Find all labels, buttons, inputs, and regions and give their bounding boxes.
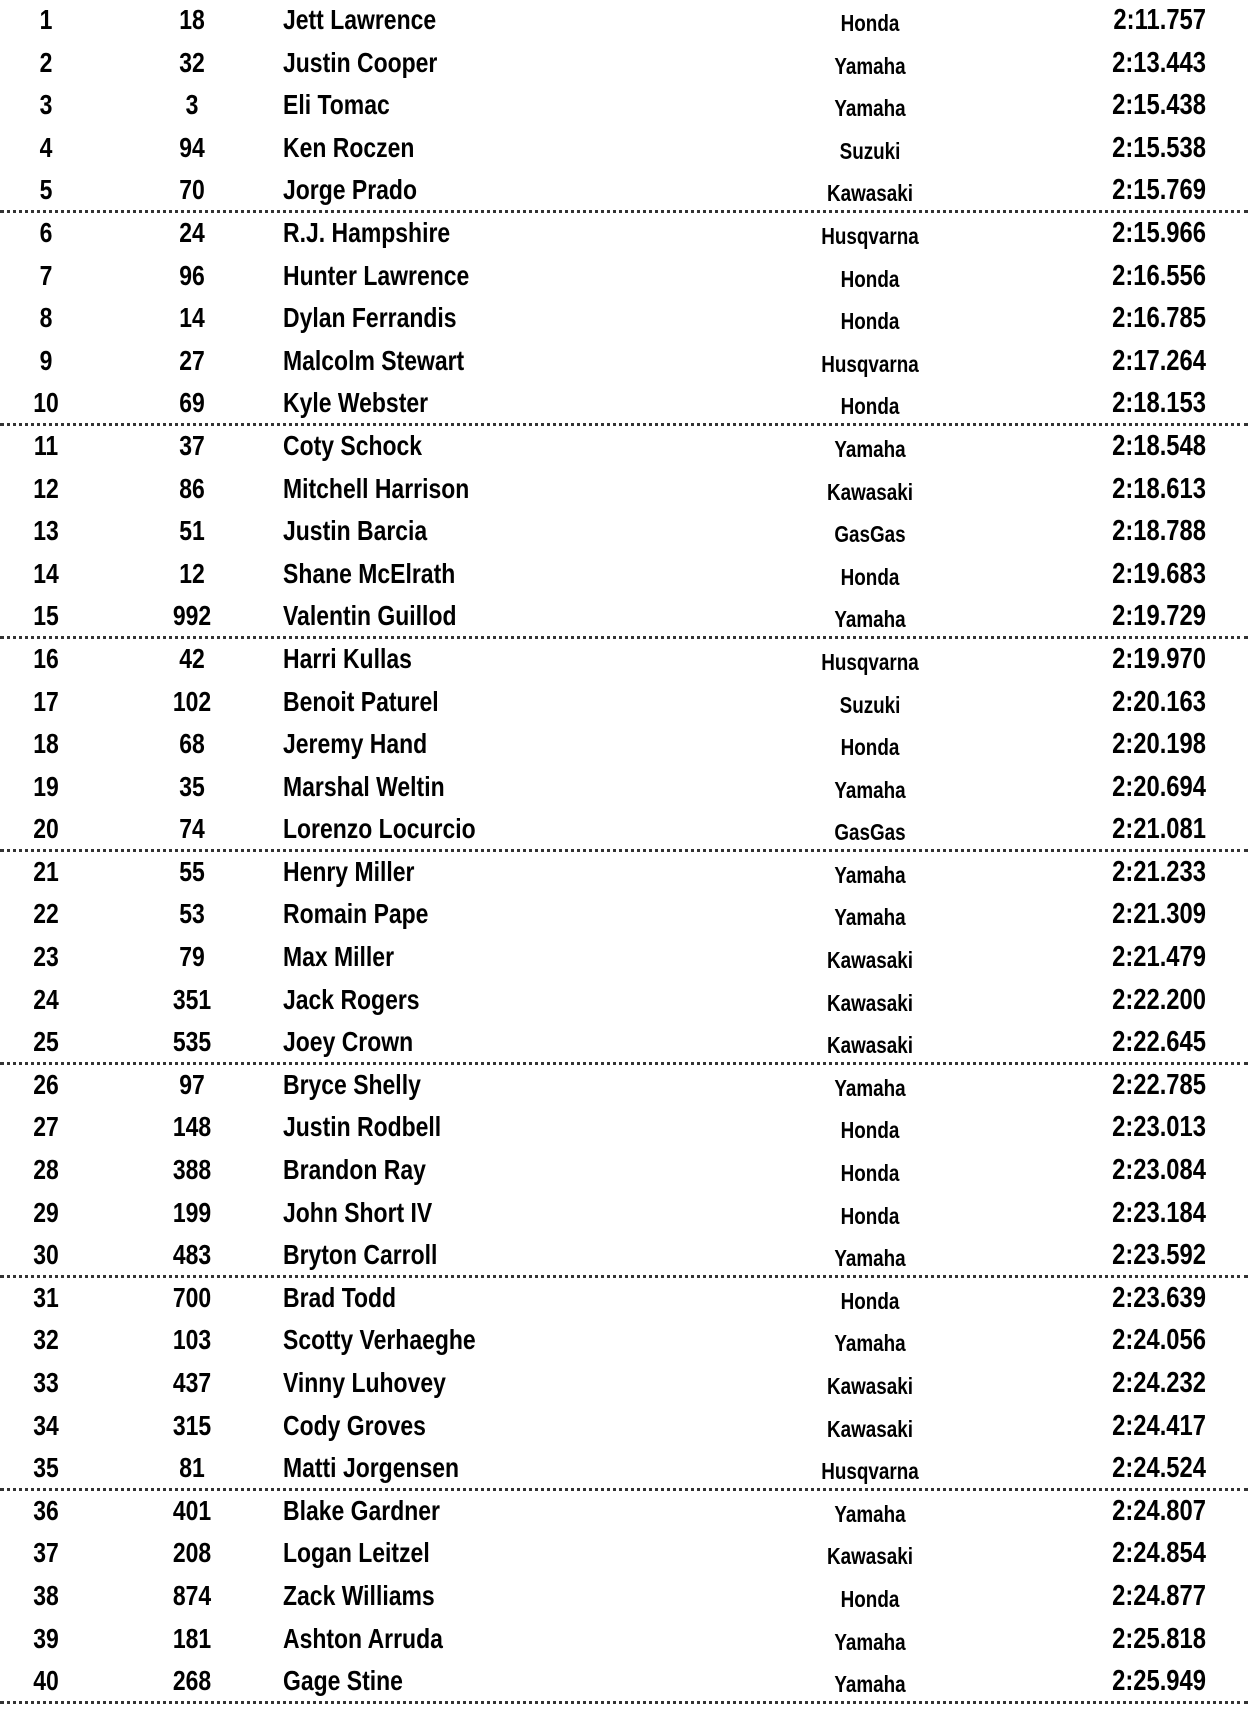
position-cell: 22 (33, 898, 59, 930)
lap-time-cell: 2:13.443 (1112, 46, 1206, 79)
bike-make-cell: Suzuki (839, 137, 901, 164)
position-cell: 19 (33, 770, 59, 802)
rider-name-cell: Mitchell Harrison (283, 472, 470, 504)
bike-make-cell: Yamaha (834, 435, 906, 462)
position-cell: 11 (33, 429, 59, 461)
position-cell: 17 (33, 685, 59, 717)
rider-number-cell: 535 (172, 1026, 212, 1058)
lap-time-cell: 2:21.309 (1112, 898, 1206, 931)
table-row (0, 1363, 1248, 1406)
lap-time-cell: 2:21.233 (1112, 855, 1206, 888)
position-cell: 10 (33, 387, 59, 419)
position-cell: 20 (33, 813, 59, 845)
position-cell: 14 (33, 557, 59, 589)
bike-make-cell: Honda (840, 1160, 900, 1187)
bike-make-cell: Honda (840, 1117, 900, 1144)
rider-number-cell: 3 (185, 89, 199, 121)
position-cell: 1 (39, 4, 53, 35)
lap-time-cell: 2:15.438 (1112, 89, 1206, 122)
lap-time-cell: 2:24.877 (1112, 1579, 1206, 1612)
bike-make-cell: Husqvarna (821, 222, 919, 249)
bike-make-cell: Yamaha (834, 52, 906, 79)
table-row (0, 767, 1248, 810)
rider-number-cell: 70 (179, 174, 205, 206)
position-cell: 2 (39, 46, 53, 78)
rider-number-cell: 32 (179, 46, 205, 78)
position-cell: 36 (33, 1494, 59, 1526)
table-row (0, 85, 1248, 128)
position-cell: 40 (33, 1665, 59, 1697)
lap-time-cell: 2:20.198 (1112, 728, 1206, 761)
table-row (0, 1576, 1248, 1619)
table-row (0, 1150, 1248, 1193)
rider-name-cell: Valentin Guillod (283, 600, 457, 632)
position-cell: 26 (33, 1068, 59, 1100)
table-row (0, 469, 1248, 512)
rider-number-cell: 874 (172, 1579, 212, 1611)
position-cell: 15 (33, 600, 59, 632)
position-cell: 4 (39, 131, 53, 163)
rider-name-cell: Bryton Carroll (283, 1239, 438, 1271)
position-cell: 18 (33, 728, 59, 760)
rider-number-cell: 53 (179, 898, 205, 930)
bike-make-cell: Honda (840, 1287, 900, 1314)
position-cell: 33 (33, 1367, 59, 1398)
rider-number-cell: 315 (172, 1409, 212, 1441)
table-row (0, 809, 1248, 852)
rider-number-cell: 268 (172, 1665, 212, 1697)
rider-name-cell: Jorge Prado (283, 174, 417, 206)
rider-name-cell: Kyle Webster (283, 387, 429, 419)
rider-number-cell: 42 (179, 642, 205, 674)
bike-make-cell: Honda (840, 393, 900, 420)
table-row (0, 1661, 1248, 1704)
lap-time-cell: 2:22.645 (1112, 1026, 1206, 1059)
rider-name-cell: Cody Groves (283, 1409, 426, 1441)
table-row (0, 383, 1248, 426)
rider-name-cell: Blake Gardner (283, 1494, 440, 1526)
position-cell: 13 (33, 515, 59, 547)
position-cell: 28 (33, 1154, 59, 1186)
lap-time-cell: 2:24.232 (1112, 1367, 1206, 1399)
lap-time-cell: 2:23.184 (1112, 1196, 1206, 1229)
position-cell: 7 (39, 259, 53, 291)
rider-name-cell: Benoit Paturel (283, 685, 439, 717)
table-row (0, 1065, 1248, 1108)
table-row (0, 1193, 1248, 1236)
table-row (0, 1320, 1248, 1363)
bike-make-cell: Yamaha (834, 776, 906, 803)
bike-make-cell: GasGas (834, 819, 906, 846)
bike-make-cell: Yamaha (834, 1628, 906, 1655)
bike-make-cell: Kawasaki (827, 1543, 913, 1570)
position-cell: 29 (33, 1196, 59, 1228)
rider-number-cell: 14 (179, 302, 205, 334)
rider-name-cell: Max Miller (283, 941, 395, 973)
rider-number-cell: 401 (172, 1494, 212, 1526)
bike-make-cell: Honda (840, 265, 900, 292)
lap-time-cell: 2:23.013 (1112, 1111, 1206, 1144)
rider-name-cell: Dylan Ferrandis (283, 302, 457, 334)
bike-make-cell: Yamaha (834, 1671, 906, 1698)
bike-make-cell: Kawasaki (827, 947, 913, 974)
rider-number-cell: 94 (179, 131, 205, 163)
lap-time-cell: 2:11.757 (1113, 4, 1206, 36)
rider-number-cell: 37 (179, 429, 205, 461)
bike-make-cell: GasGas (834, 521, 906, 548)
rider-name-cell: Brad Todd (283, 1281, 397, 1313)
rider-name-cell: Zack Williams (283, 1579, 435, 1611)
bike-make-cell: Honda (840, 1585, 900, 1612)
rider-name-cell: Matti Jorgensen (283, 1452, 460, 1484)
bike-make-cell: Yamaha (834, 861, 906, 888)
position-cell: 12 (33, 472, 59, 504)
rider-name-cell: Marshal Weltin (283, 770, 445, 802)
bike-make-cell: Honda (840, 1202, 900, 1229)
lap-time-cell: 2:22.200 (1112, 983, 1206, 1016)
rider-name-cell: Romain Pape (283, 898, 429, 930)
rider-name-cell: Justin Rodbell (283, 1111, 442, 1143)
rider-name-cell: Eli Tomac (283, 89, 390, 121)
position-cell: 37 (33, 1537, 59, 1569)
lap-time-cell: 2:20.694 (1112, 770, 1206, 803)
rider-name-cell: Ashton Arruda (283, 1622, 443, 1654)
bike-make-cell: Kawasaki (827, 1415, 913, 1442)
table-row (0, 43, 1248, 86)
table-row (0, 1533, 1248, 1576)
lap-time-cell: 2:15.966 (1112, 216, 1206, 249)
position-cell: 34 (33, 1409, 59, 1441)
bike-make-cell: Yamaha (834, 95, 906, 122)
table-row (0, 554, 1248, 597)
position-cell: 30 (33, 1239, 59, 1271)
rider-name-cell: Harri Kullas (283, 642, 412, 674)
rider-name-cell: Lorenzo Locurcio (283, 813, 476, 845)
table-row (0, 0, 1248, 43)
lap-time-cell: 2:18.613 (1112, 472, 1206, 505)
bike-make-cell: Yamaha (834, 904, 906, 931)
rider-number-cell: 483 (172, 1239, 212, 1271)
bike-make-cell: Suzuki (839, 691, 901, 718)
lap-time-cell: 2:25.818 (1112, 1622, 1206, 1655)
rider-number-cell: 51 (179, 515, 205, 547)
rider-number-cell: 437 (172, 1367, 212, 1398)
bike-make-cell: Honda (840, 308, 900, 335)
position-cell: 27 (33, 1111, 59, 1143)
table-row (0, 1448, 1248, 1491)
rider-number-cell: 74 (179, 813, 205, 845)
position-cell: 31 (33, 1281, 59, 1313)
position-cell: 38 (33, 1579, 59, 1611)
lap-time-cell: 2:25.949 (1112, 1665, 1206, 1698)
lap-time-cell: 2:24.524 (1112, 1452, 1206, 1485)
position-cell: 35 (33, 1452, 59, 1484)
position-cell: 21 (33, 855, 59, 887)
rider-name-cell: Ken Roczen (283, 131, 415, 163)
position-cell: 32 (33, 1324, 59, 1356)
table-row (0, 511, 1248, 554)
lap-time-cell: 2:18.788 (1112, 515, 1206, 548)
table-row (0, 980, 1248, 1023)
table-row (0, 170, 1248, 213)
bike-make-cell: Husqvarna (821, 1458, 919, 1485)
rider-number-cell: 700 (172, 1281, 212, 1313)
rider-name-cell: Jett Lawrence (283, 4, 437, 35)
rider-number-cell: 148 (172, 1111, 212, 1143)
rider-name-cell: Justin Barcia (283, 515, 428, 547)
bike-make-cell: Husqvarna (821, 350, 919, 377)
table-row (0, 256, 1248, 299)
rider-name-cell: Shane McElrath (283, 557, 456, 589)
rider-name-cell: Justin Cooper (283, 46, 438, 78)
lap-time-cell: 2:19.970 (1112, 642, 1206, 675)
lap-time-cell: 2:19.683 (1112, 557, 1206, 590)
table-row (0, 852, 1248, 895)
rider-name-cell: Gage Stine (283, 1665, 403, 1697)
rider-number-cell: 68 (179, 728, 205, 760)
table-row (0, 128, 1248, 171)
rider-name-cell: Malcolm Stewart (283, 344, 465, 376)
bike-make-cell: Honda (840, 10, 900, 36)
position-cell: 24 (33, 983, 59, 1015)
rider-number-cell: 12 (179, 557, 205, 589)
position-cell: 5 (39, 174, 53, 206)
rider-number-cell: 69 (179, 387, 205, 419)
rider-number-cell: 181 (172, 1622, 212, 1654)
lap-time-cell: 2:22.785 (1112, 1068, 1206, 1101)
table-row (0, 1235, 1248, 1278)
rider-name-cell: R.J. Hampshire (283, 216, 451, 248)
bike-make-cell: Kawasaki (827, 180, 913, 207)
lap-time-cell: 2:18.548 (1112, 429, 1206, 462)
table-row (0, 426, 1248, 469)
table-row (0, 341, 1248, 384)
rider-number-cell: 81 (179, 1452, 205, 1484)
position-cell: 3 (39, 89, 53, 121)
rider-name-cell: Logan Leitzel (283, 1537, 430, 1569)
rider-number-cell: 97 (179, 1068, 205, 1100)
rider-name-cell: Henry Miller (283, 855, 415, 887)
rider-name-cell: Brandon Ray (283, 1154, 426, 1186)
lap-time-cell: 2:16.556 (1112, 259, 1206, 292)
lap-time-cell: 2:24.417 (1112, 1409, 1206, 1442)
table-row (0, 1406, 1248, 1449)
position-cell: 8 (39, 302, 53, 334)
table-row (0, 1619, 1248, 1662)
rider-number-cell: 388 (172, 1154, 212, 1186)
lap-time-cell: 2:20.163 (1112, 685, 1206, 718)
bike-make-cell: Yamaha (834, 606, 906, 633)
position-cell: 6 (39, 216, 53, 248)
table-row (0, 213, 1248, 256)
table-row (0, 724, 1248, 767)
lap-time-cell: 2:24.056 (1112, 1324, 1206, 1357)
table-row (0, 1278, 1248, 1321)
table-row (0, 1491, 1248, 1534)
bike-make-cell: Kawasaki (827, 1032, 913, 1059)
rider-number-cell: 79 (179, 941, 205, 973)
bike-make-cell: Yamaha (834, 1245, 906, 1272)
lap-time-cell: 2:16.785 (1112, 302, 1206, 335)
table-row (0, 682, 1248, 725)
lap-time-cell: 2:15.769 (1112, 174, 1206, 207)
lap-time-cell: 2:24.807 (1112, 1494, 1206, 1527)
lap-time-cell: 2:18.153 (1112, 387, 1206, 420)
rider-number-cell: 24 (179, 216, 205, 248)
table-row (0, 1022, 1248, 1065)
table-row (0, 298, 1248, 341)
rider-number-cell: 35 (179, 770, 205, 802)
rider-name-cell: Jack Rogers (283, 983, 420, 1015)
rider-name-cell: Bryce Shelly (283, 1068, 421, 1100)
rider-name-cell: Hunter Lawrence (283, 259, 470, 291)
bike-make-cell: Yamaha (834, 1330, 906, 1357)
position-cell: 9 (39, 344, 53, 376)
rider-number-cell: 103 (172, 1324, 212, 1356)
rider-name-cell: John Short IV (283, 1196, 433, 1228)
lap-time-cell: 2:21.479 (1112, 941, 1206, 974)
rider-name-cell: Joey Crown (283, 1026, 414, 1058)
bike-make-cell: Yamaha (834, 1074, 906, 1101)
lap-time-cell: 2:23.084 (1112, 1154, 1206, 1187)
rider-number-cell: 86 (179, 472, 205, 504)
rider-number-cell: 27 (179, 344, 205, 376)
rider-number-cell: 55 (179, 855, 205, 887)
lap-time-cell: 2:23.639 (1112, 1281, 1206, 1314)
table-row (0, 894, 1248, 937)
bike-make-cell: Kawasaki (827, 989, 913, 1016)
position-cell: 16 (33, 642, 59, 674)
rider-number-cell: 208 (172, 1537, 212, 1569)
rider-number-cell: 351 (172, 983, 212, 1015)
rider-name-cell: Jeremy Hand (283, 728, 428, 760)
lap-time-cell: 2:21.081 (1112, 813, 1206, 846)
lap-time-cell: 2:23.592 (1112, 1239, 1206, 1272)
position-cell: 39 (33, 1622, 59, 1654)
bike-make-cell: Kawasaki (827, 478, 913, 505)
lap-time-cell: 2:24.854 (1112, 1537, 1206, 1570)
rider-number-cell: 992 (172, 600, 212, 632)
rider-name-cell: Scotty Verhaeghe (283, 1324, 476, 1356)
rider-name-cell: Coty Schock (283, 429, 423, 461)
table-row (0, 639, 1248, 682)
rider-name-cell: Vinny Luhovey (283, 1367, 446, 1398)
table-row (0, 937, 1248, 980)
bike-make-cell: Husqvarna (821, 648, 919, 675)
bike-make-cell: Yamaha (834, 1500, 906, 1527)
bike-make-cell: Honda (840, 563, 900, 590)
lap-time-cell: 2:17.264 (1112, 344, 1206, 377)
table-row (0, 596, 1248, 639)
lap-time-cell: 2:19.729 (1112, 600, 1206, 633)
position-cell: 25 (33, 1026, 59, 1058)
position-cell: 23 (33, 941, 59, 973)
rider-number-cell: 18 (179, 4, 205, 35)
rider-number-cell: 199 (172, 1196, 212, 1228)
bike-make-cell: Kawasaki (827, 1373, 913, 1399)
bike-make-cell: Honda (840, 734, 900, 761)
rider-number-cell: 102 (172, 685, 212, 717)
table-row (0, 1107, 1248, 1150)
rider-number-cell: 96 (179, 259, 205, 291)
lap-time-cell: 2:15.538 (1112, 131, 1206, 164)
